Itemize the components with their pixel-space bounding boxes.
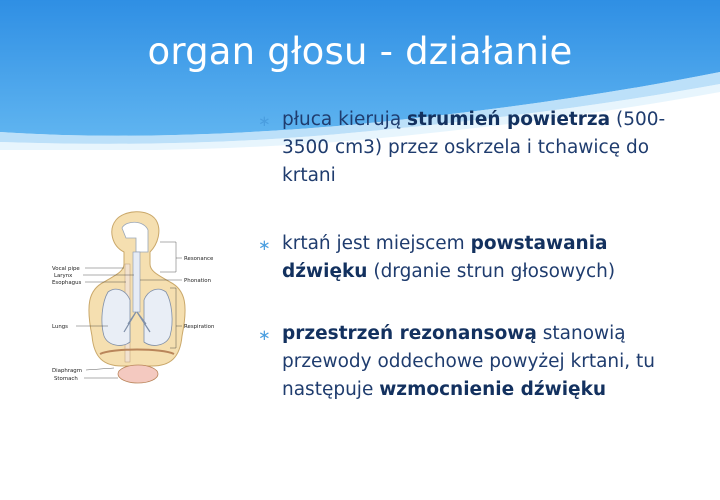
bullet-item (258, 230, 678, 286)
bullet-asterisk-icon: ∗ (258, 112, 271, 130)
bullet-text: krtań jest miejscem powstawania dźwięku (drganie strun głosowych) (282, 233, 616, 282)
label-vocal-pipe: Vocal pipe (52, 266, 80, 272)
bullet-text: przestrzeń rezonansową stanowią przewody oddechowe powyżej krtani, tu następuje wzmocnienie dźwięku (282, 323, 656, 400)
bullet-item (258, 106, 678, 190)
label-respiration: Respiration (184, 324, 215, 330)
label-diaphragm: Diaphragm (52, 368, 82, 374)
bullet-asterisk-icon: ∗ (258, 236, 271, 254)
bullet-asterisk-icon: ∗ (258, 326, 271, 344)
label-lungs: Lungs (52, 324, 68, 330)
label-larynx: Larynx (54, 273, 73, 279)
label-stomach: Stomach (54, 376, 78, 382)
bullet-text: płuca kierują strumień powietrza (500-3500 cm3) przez oskrzela i tchawicę do krtani (282, 109, 666, 186)
bullet-list (258, 106, 678, 404)
label-phonation: Phonation (184, 278, 212, 284)
label-resonance: Resonance (184, 256, 214, 262)
slide-title: organ głosu - działanie (147, 30, 573, 73)
bullet-item (258, 320, 678, 404)
vocal-organ-diagram (52, 208, 230, 392)
right-lung (144, 289, 172, 345)
left-lung (102, 289, 130, 345)
stomach-shape (118, 365, 158, 383)
label-esophagus: Esophagus (52, 280, 82, 286)
